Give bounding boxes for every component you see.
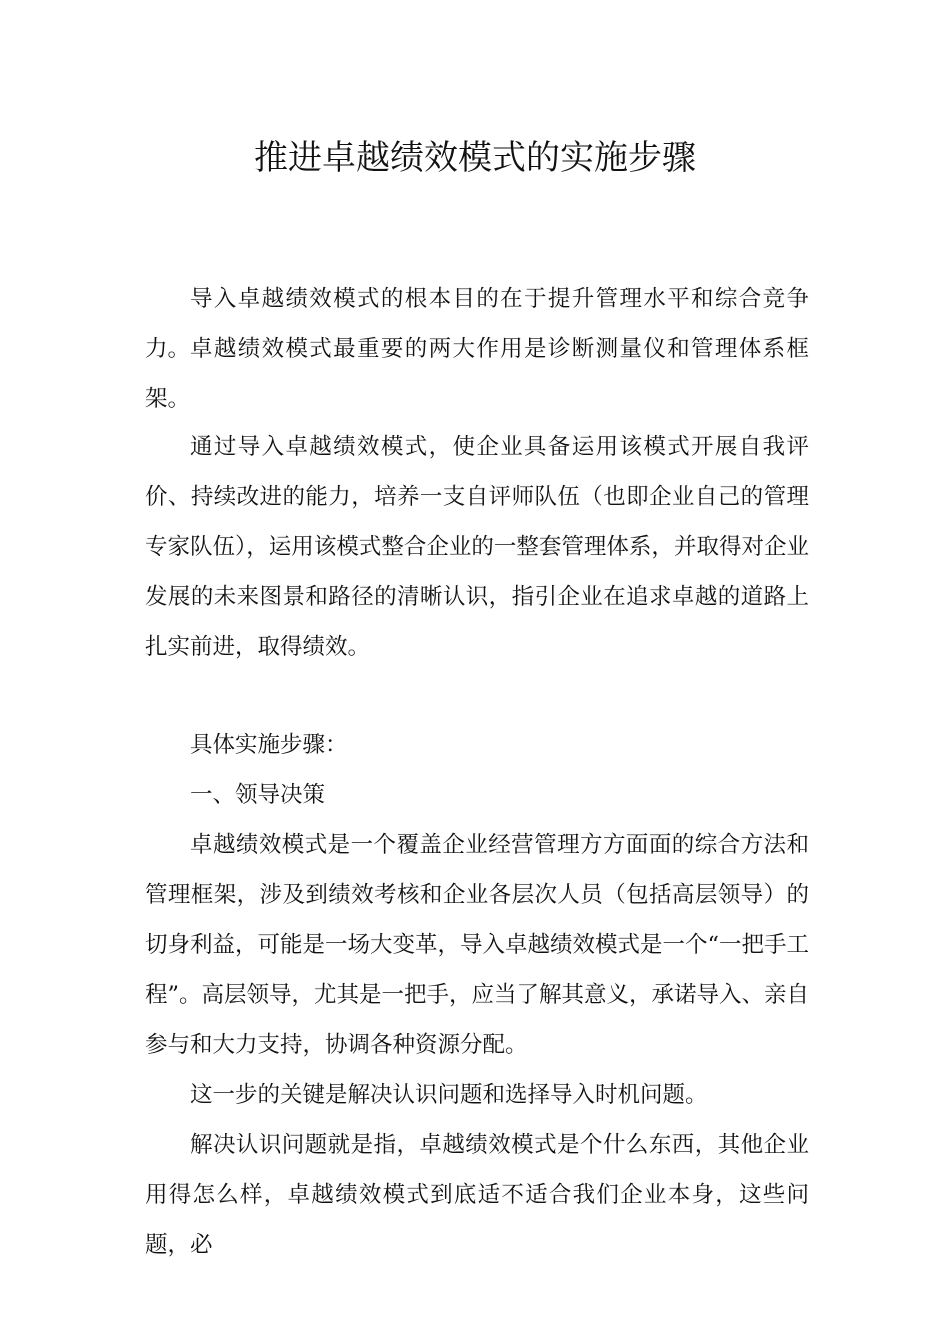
step-heading-leadership: 一、领导决策 <box>190 782 326 808</box>
section-heading-steps: 具体实施步骤： <box>190 732 348 758</box>
paragraph-roles: 卓越绩效模式最重要的两大作用是诊断测量仪和管理体系框架。 <box>145 336 809 412</box>
paragraph-benefits: 通过导入卓越绩效模式，使企业具备运用该模式开展自我评价、持续改进的能力，培养一支自评师队伍（也即企业自己的管理专家队伍），运用该模式整合企业的一整套管理体系，并取得对企业发展的未来图景和路径的清晰认识，指引企业在追求卓越的道路上扎实前进，取得绩效。 <box>145 434 809 660</box>
paragraph-understanding: 解决认识问题就是指，卓越绩效模式是个什么东西，其他企业用得怎么样，卓越绩效模式到底适不适合我们企业本身，这些问题，必 <box>145 1132 809 1258</box>
paragraph-leadership: 卓越绩效模式是一个覆盖企业经营管理方方面面的综合方法和管理框架，涉及到绩效考核和企业各层次人员（包括高层领导）的切身利益，可能是一场大变革，导入卓越绩效模式是一个“一把手工程”。高层领导，尤其是一把手，应当了解其意义，承诺导入、亲自参与和大力支持，协调各种资源分配。 <box>145 832 810 1058</box>
document-title: 推进卓越绩效模式的实施步骤 <box>254 138 696 178</box>
paragraph-key-point: 这一步的关键是解决认识问题和选择导入时机问题。 <box>190 1082 708 1108</box>
paragraph-purpose: 导入卓越绩效模式的根本目的在于提升管理水平和综合竞争力。 <box>145 286 809 362</box>
